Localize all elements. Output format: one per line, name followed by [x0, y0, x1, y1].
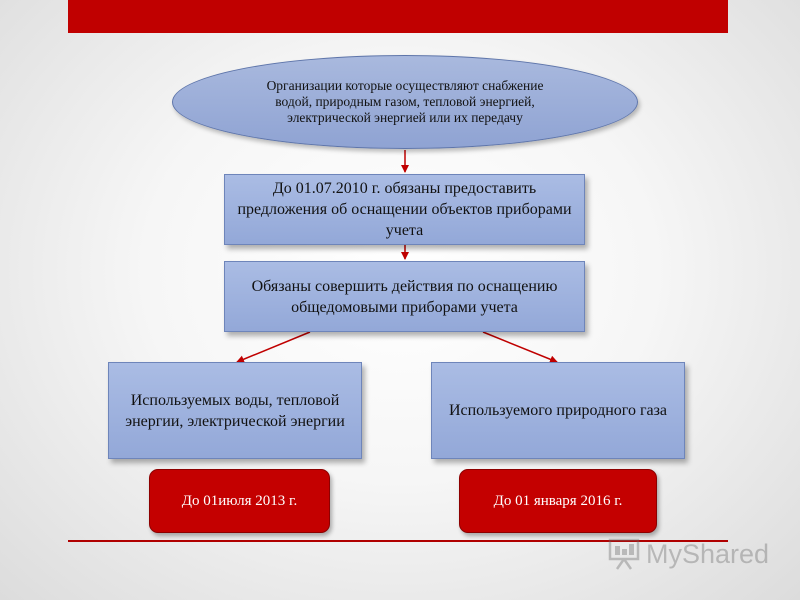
presentation-board-icon — [608, 537, 642, 571]
step1-text: До 01.07.2010 г. обязаны предоставить предложения об оснащении объектов приборами учета — [237, 180, 572, 239]
branch-left-box — [108, 362, 362, 459]
arrow-step2-to-left — [237, 332, 310, 362]
branch-right-text: Используемого природного газа — [448, 402, 668, 419]
deadline-right-box — [459, 469, 657, 533]
step2-text: Обязаны совершить действия по оснащению общедомовыми приборами учета — [251, 277, 558, 316]
watermark-text: MyShared — [646, 538, 770, 569]
top-organizations-ellipse — [172, 55, 638, 149]
deadline-right-text: До 01 января 2016 г. — [493, 492, 623, 509]
top-organizations-text: Организации которые осуществляют снабжение водой, природным газом, тепловой энергией, электрической энергией или их передачу — [266, 78, 544, 125]
step1-box — [224, 174, 585, 245]
arrow-step2-to-right — [483, 332, 557, 362]
deadline-left-text: До 01июля 2013 г. — [181, 492, 298, 509]
deadline-left-box — [149, 469, 330, 533]
branch-right-box — [431, 362, 685, 459]
watermark — [608, 536, 769, 572]
step2-box — [224, 261, 585, 332]
branch-left-text: Используемых воды, тепловой энергии, электрической энергии — [125, 391, 345, 430]
